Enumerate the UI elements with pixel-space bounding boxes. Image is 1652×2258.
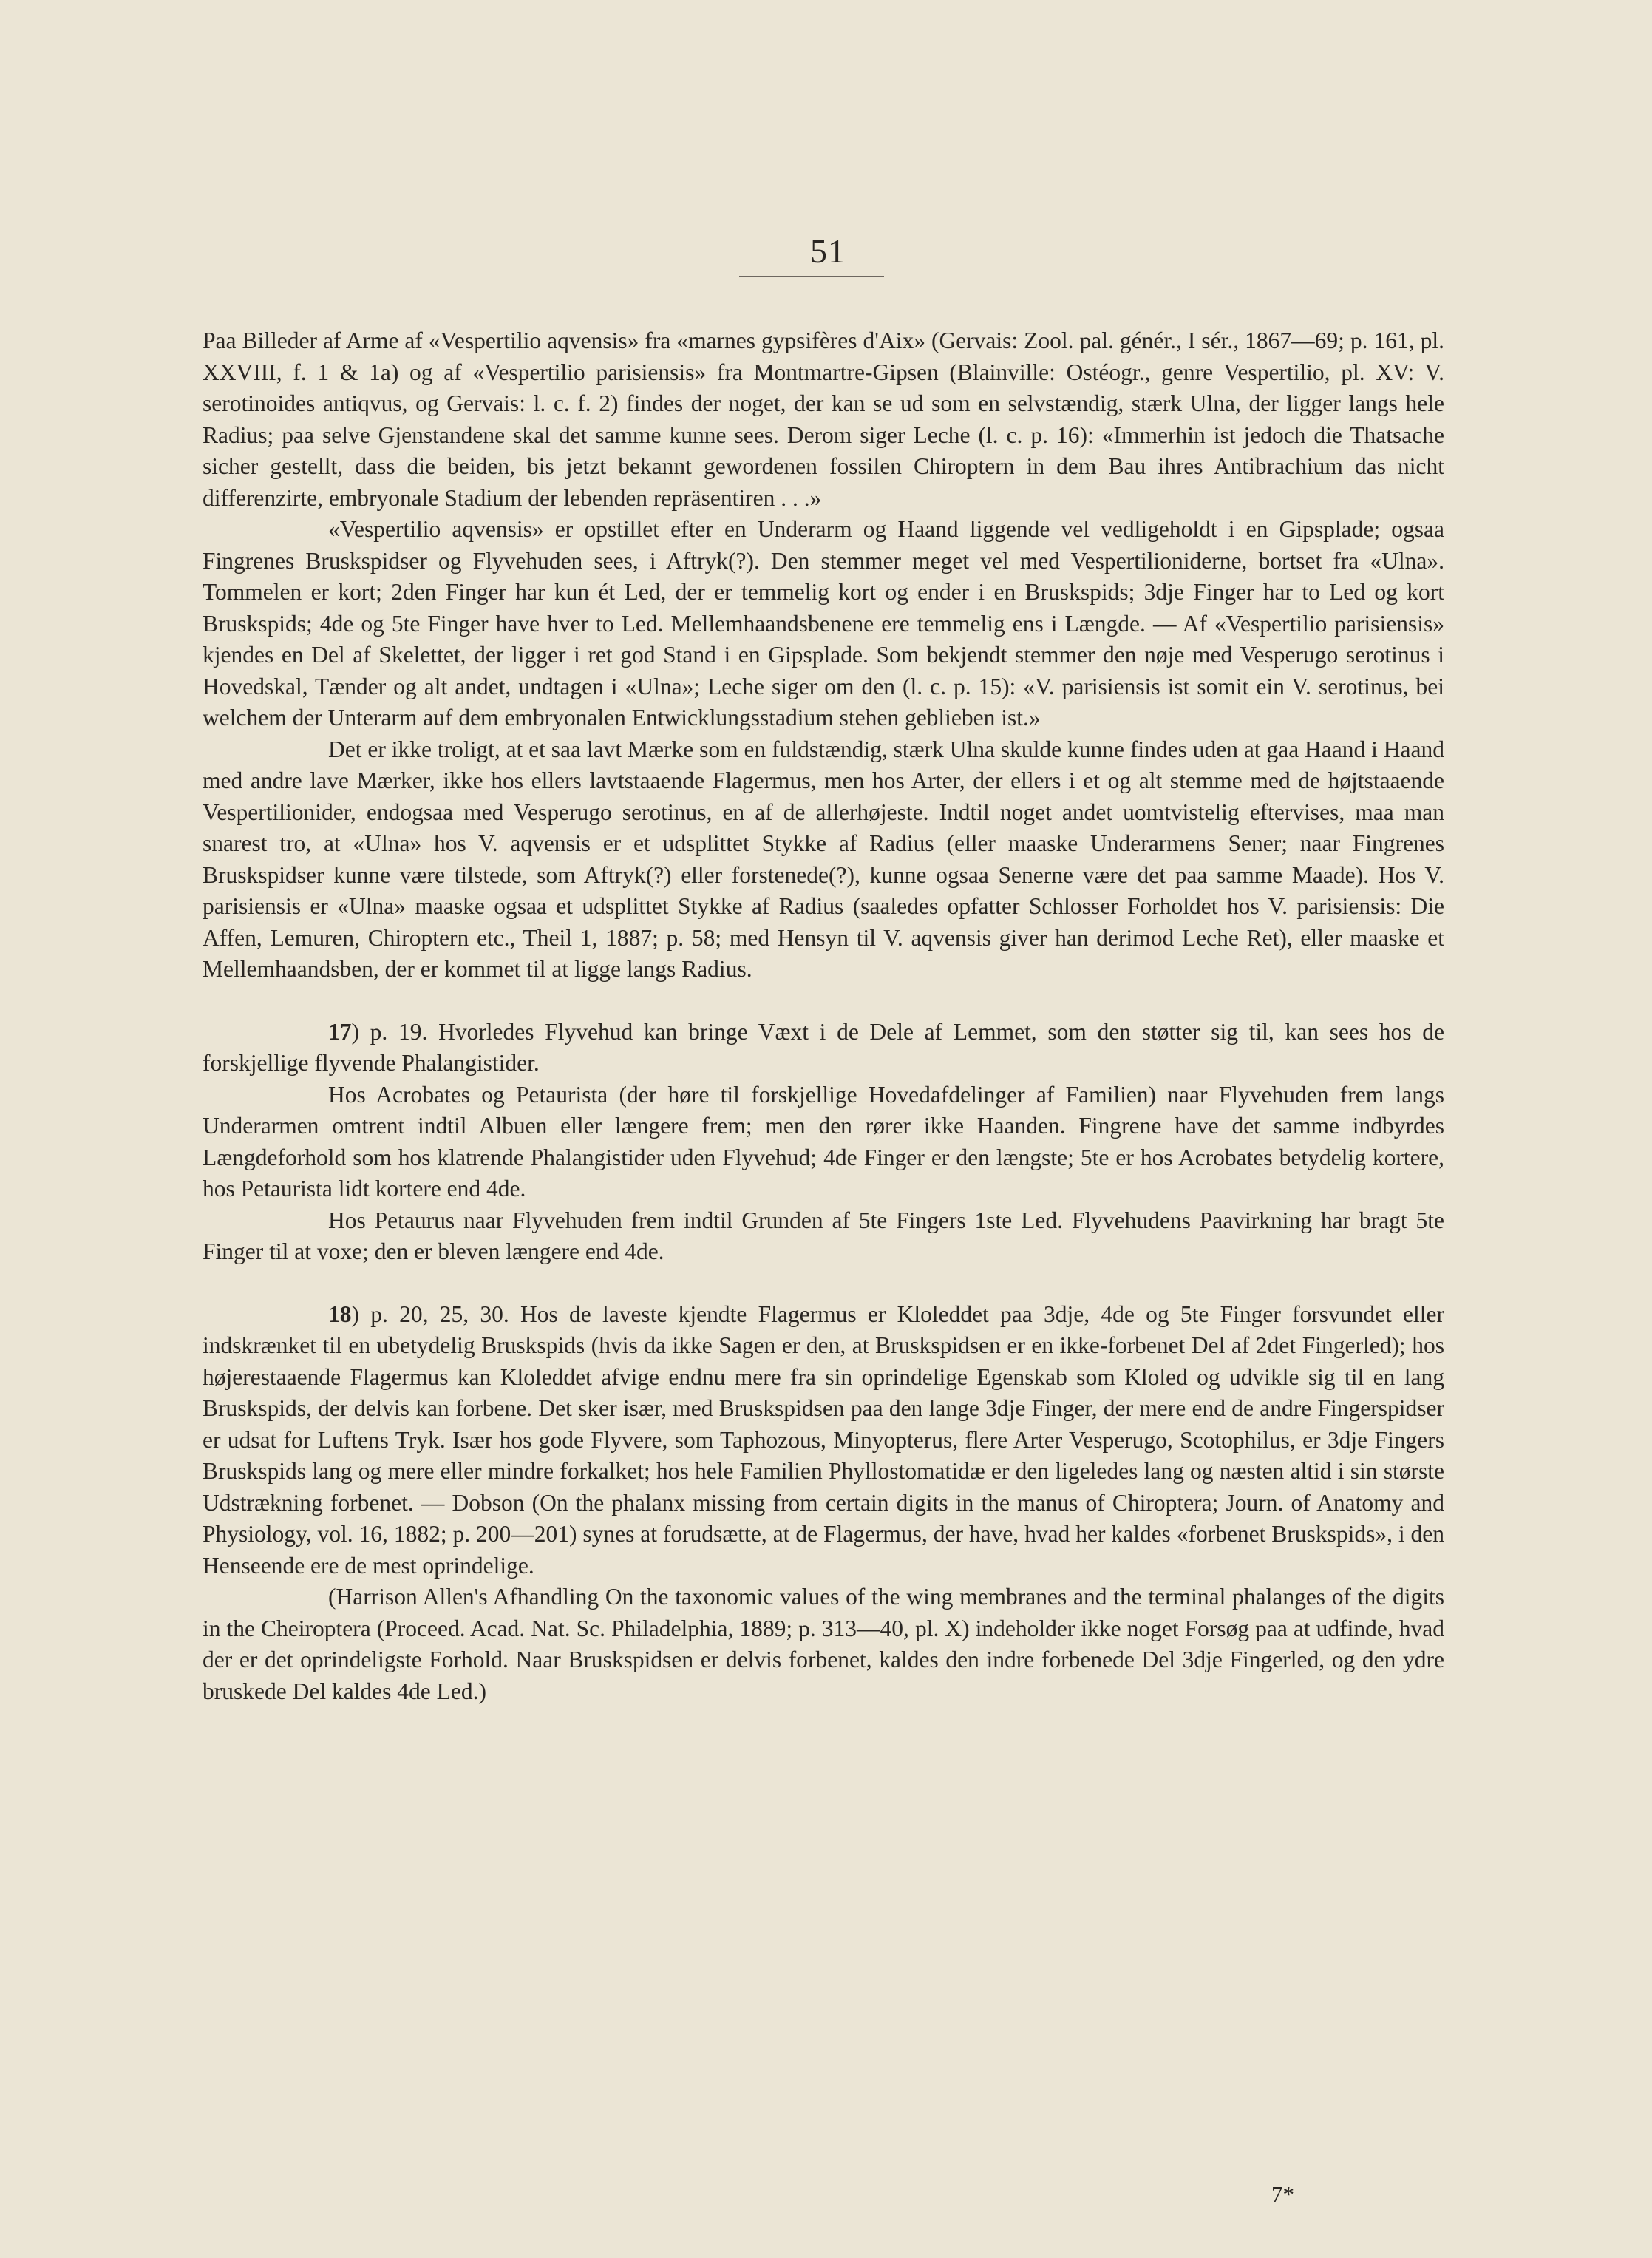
page-number-rule: [739, 276, 884, 277]
footnote-17-number: 17: [328, 1018, 352, 1045]
footnote-18-number: 18: [328, 1301, 352, 1327]
body-text: [203, 325, 1444, 1707]
footnote-17-text: ) p. 19. Hvorledes Flyvehud kan bringe Væxt i de Dele af Lemmet, som den støtter sig til, kan sees hos de forskjellige flyvende Phalangistider.: [203, 1018, 1444, 1076]
paragraph-vespertilio-aqvensis: «Vespertilio aqvensis» er opstillet efter en Underarm og Haand liggende vel vedligeholdt i en Gipsplade; ogsaa Fingrenes Bruskspidser og Flyvehuden sees, i Aftryk(?). Den stemmer meget vel med Vespertilioniderne, bortset fra «Ulna». Tommelen er kort; 2den Finger har kun ét Led, der er temmelig kort og ender i en Bruskspids; 3dje Finger har to Led og kort Bruskspids; 4de og 5te Finger have hver to Led. Mellemhaandsbenene ere temmelig ens i Længde. — Af «Vespertilio parisiensis» kjendes en Del af Skelettet, der ligger i ret god Stand i en Gipsplade. Som bekjendt stemmer den nøje med Vesperugo serotinus i Hovedskal, Tænder og alt andet, undtagen i «Ulna»; Leche siger om den (l. c. p. 15): «V. parisiensis ist somit ein V. serotinus, bei welchem der Unterarm auf dem embryonalen Entwicklungsstadium stehen geblieben ist.»: [203, 516, 1444, 730]
paragraph-ulna-discussion: Det er ikke troligt, at et saa lavt Mærke som en fuldstændig, stærk Ulna skulde kunne findes uden at gaa Haand i Haand med andre lave Mærker, ikke hos ellers lavtstaaende Flagermus, men hos Arter, der ellers i et og alt stemme med de højtstaaende Vespertilionider, endogsaa med Vesperugo serotinus, en af de allerhøjeste. Indtil noget andet uomtvistelig eftervises, maa man snarest tro, at «Ulna» hos V. aqvensis er et udsplittet Stykke af Radius (eller maaske Underarmens Sener; naar Fingrenes Bruskspidser kunne være tilstede, som Aftryk(?) eller forstenede(?), kunne ogsaa Senerne være det paa samme Maade). Hos V. parisiensis er «Ulna» maaske ogsaa et udsplittet Stykke af Radius (saaledes opfatter Schlosser Forholdet hos V. parisiensis: Die Affen, Lemuren, Chiroptern etc., Theil 1, 1887; p. 58; med Hensyn til V. aqvensis giver han derimod Leche Ret), eller maaske et Mellemhaandsben, der er kommet til at ligge langs Radius.: [203, 736, 1444, 982]
footnote-18-text: ) p. 20, 25, 30. Hos de laveste kjendte Flagermus er Kloleddet paa 3dje, 4de og 5te Finger forsvundet eller indskrænket til en ubetydelig Bruskspids (hvis da ikke Sagen er den, at Bruskspidsen er en ikke-forbenet Del af 2det Fingerled); hos højerestaaende Flagermus kan Kloleddet afvige endnu mere fra sin oprindelige Egenskab som Kloled og udvikle sig til en lang Bruskspids, der delvis kan forbene. Det sker især, med Bruskspidsen paa den lange 3dje Finger, der mere end de andre Fingerspidser er udsat for Luftens Tryk. Især hos gode Flyvere, som Taphozous, Minyopterus, flere Arter Vesperugo, Scotophilus, er 3dje Fingers Bruskspids lang og mere eller mindre forkalket; hos hele Familien Phyllostomatidæ er den ligeledes lang og næsten altid i sin største Udstrækning forbenet. — Dobson (On the phalanx missing from certain digits in the manus of Chiroptera; Journ. of Anatomy and Physiology, vol. 16, 1882; p. 200—201) synes at forudsætte, at de Flagermus, der have, hvad her kaldes «forbenet Bruskspids», i den Henseende ere de mest oprindelige.: [203, 1301, 1444, 1579]
paragraph-petaurus: Hos Petaurus naar Flyvehuden frem indtil Grunden af 5te Fingers 1ste Led. Flyvehudens Paavirkning har bragt 5te Finger til at voxe; den er bleven længere end 4de.: [203, 1207, 1444, 1264]
page-number: 51: [810, 232, 846, 270]
paragraph-harrison-allen: (Harrison Allen's Afhandling On the taxonomic values of the wing membranes and the terminal phalanges of the digits in the Cheiroptera (Proceed. Acad. Nat. Sc. Philadelphia, 1889; p. 313—40, pl. X) indeholder ikke noget Forsøg paa at udfinde, hvad der er det oprindeligste Forhold. Naar Bruskspidsen er delvis forbenet, kaldes den indre forbenede Del 3dje Fingerled, og den ydre bruskede Del kaldes 4de Led.): [203, 1584, 1444, 1704]
footnote-17: [203, 1017, 1444, 1079]
paragraph-gervais: Paa Billeder af Arme af «Vespertilio aqvensis» fra «marnes gypsifères d'Aix» (Gervais: Zool. pal. génér., I sér., 1867—69; p. 161, pl. XXVIII, f. 1 & 1a) og af «Vespertilio parisiensis» fra Montmartre-Gipsen (Blainville: Ostéogr., genre Vespertilio, pl. XV: V. serotinoides antiqvus, og Gervais: l. c. f. 2) findes der noget, der kan se ud som en selvstændig, stærk Ulna, der ligger langs hele Radius; paa selve Gjenstandene skal det samme kunne sees. Derom siger Leche (l. c. p. 16): «Immerhin ist jedoch die Thatsache sicher gestellt, dass die beiden, bis jetzt bekannt gewordenen fossilen Chiroptern in dem Bau ihres Antibrachium das nicht differenzirte, embryonale Stadium der lebenden repräsentiren . . .»: [203, 328, 1444, 511]
footnote-18: [203, 1299, 1444, 1582]
signature-mark: 7*: [1271, 2181, 1294, 2207]
paragraph-acrobates-petaurista: Hos Acrobates og Petaurista (der høre til forskjellige Hovedafdelinger af Familien) naar Flyvehuden frem langs Underarmen omtrent indtil Albuen eller længere frem; men den rører ikke Haanden. Fingrene have det samme indbyrdes Længdeforhold som hos klatrende Phalangistider uden Flyvehud; 4de Finger er den længste; 5te er hos Acrobates betydelig kortere, hos Petaurista lidt kortere end 4de.: [203, 1081, 1444, 1201]
